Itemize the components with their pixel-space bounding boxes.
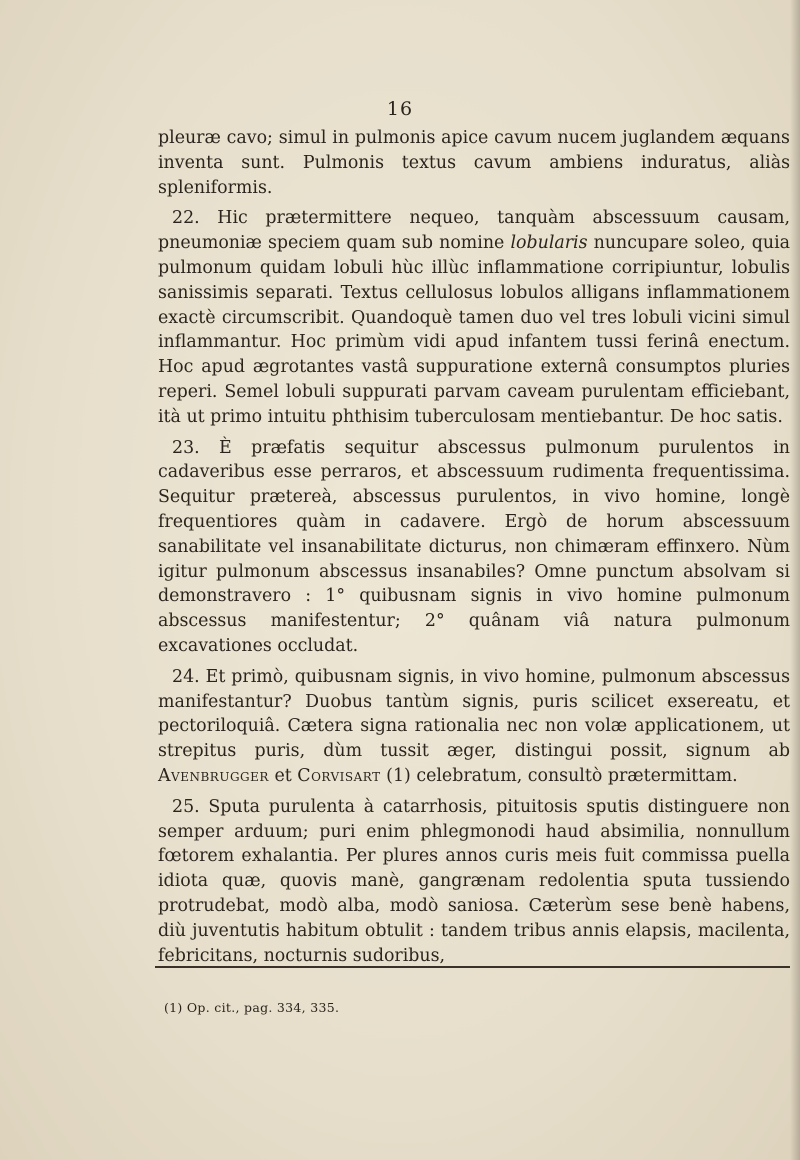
conjunction-et: et — [274, 765, 292, 786]
footnote-rule — [155, 966, 790, 968]
paragraph-continuation: pleuræ cavo; simul in pulmonis apice cavum nucem juglandem æquans inventa sunt. Pulmonis textus cavum ambiens induratus, aliàs spleniformis. — [158, 128, 790, 198]
paragraph-24-text: 24. Et primò, quibusnam signis, in vivo homine, pulmonum abscessus manifestantur? Duobus tantùm signis, puris scilicet exsereatu, et pectoriloquiâ. Cætera signa rationalia nec non volæ applicationem, ut strepitus puris, dùm tussit æger, distingui possit, signum ab — [158, 666, 790, 762]
footnote: (1) Op. cit., pag. 334, 335. — [164, 1000, 340, 1015]
page-edge-shadow — [790, 0, 800, 1160]
paragraph-22 — [158, 206, 790, 429]
author-corvisart: Corvisart — [297, 765, 381, 786]
paragraph-25: 25. Sputa purulenta à catarrhosis, pituitosis sputis distinguere non semper arduum; puri enim phlegmonodi haud absimilia, nonnullum fœtorem exhalantia. Per plures annos curis meis fuit commissa puella idiota quæ, quovis manè, gangrænam redolentia sputa tussiendo protrudebat, modò alba, modò saniosa. Cæterùm sese benè habens, diù juventutis habitum obtulit : tandem tribus annis elapsis, macilenta, febricitans, nocturnis sudoribus, — [158, 796, 790, 966]
term-lobularis: lobularis — [510, 233, 588, 254]
paragraph-22-rest: nuncupare soleo, quia pulmonum quidam lobuli hùc illùc inflammatione corripiuntur, lobulis sanissimis separati. Textus cellulosus lobulos alligans inflammationem exactè circumscribit. Quandoquè tamen duo vel tres lobuli vicini simul inflammantur. Hoc primùm vidi apud infantem tussi ferinâ enectum. Hoc apud ægrotantes vastâ suppuratione externâ consumptos pluries reperi. Semel lobuli suppurati parvam caveam purulentam efficiebant, ità ut primo intuitu phthisim tuberculosam mentiebantur. De hoc satis. — [158, 233, 790, 427]
paragraph-22-lead: 22. Hic prætermittere nequeo, tanquàm abscessuum causam, pneumoniæ speciem quam sub nomine — [158, 208, 790, 254]
paragraph-24 — [158, 665, 790, 789]
author-avenbrugger: Avenbrugger — [158, 765, 269, 786]
paragraph-23: 23. È præfatis sequitur abscessus pulmonum purulentos in cadaveribus esse perraros, et abscessuum rudimenta frequentissima. Sequitur prætereà, abscessus purulentos, in vivo homine, longè frequentiores quàm in cadavere. Ergò de horum abscessuum sanabilitate vel insanabilitate dicturus, non chimæram effinxero. Nùm igitur pulmonum abscessus insanabiles? Omne punctum absolvam si demonstravero : 1° quibusnam signis in vivo homine pulmonum abscessus manifestentur; 2° quânam viâ natura pulmonum excavationes occludat. — [158, 437, 790, 656]
page-number: 16 — [386, 98, 414, 120]
body-text — [158, 126, 790, 968]
paragraph-24-tail: (1) celebratum, consultò prætermittam. — [386, 765, 738, 786]
